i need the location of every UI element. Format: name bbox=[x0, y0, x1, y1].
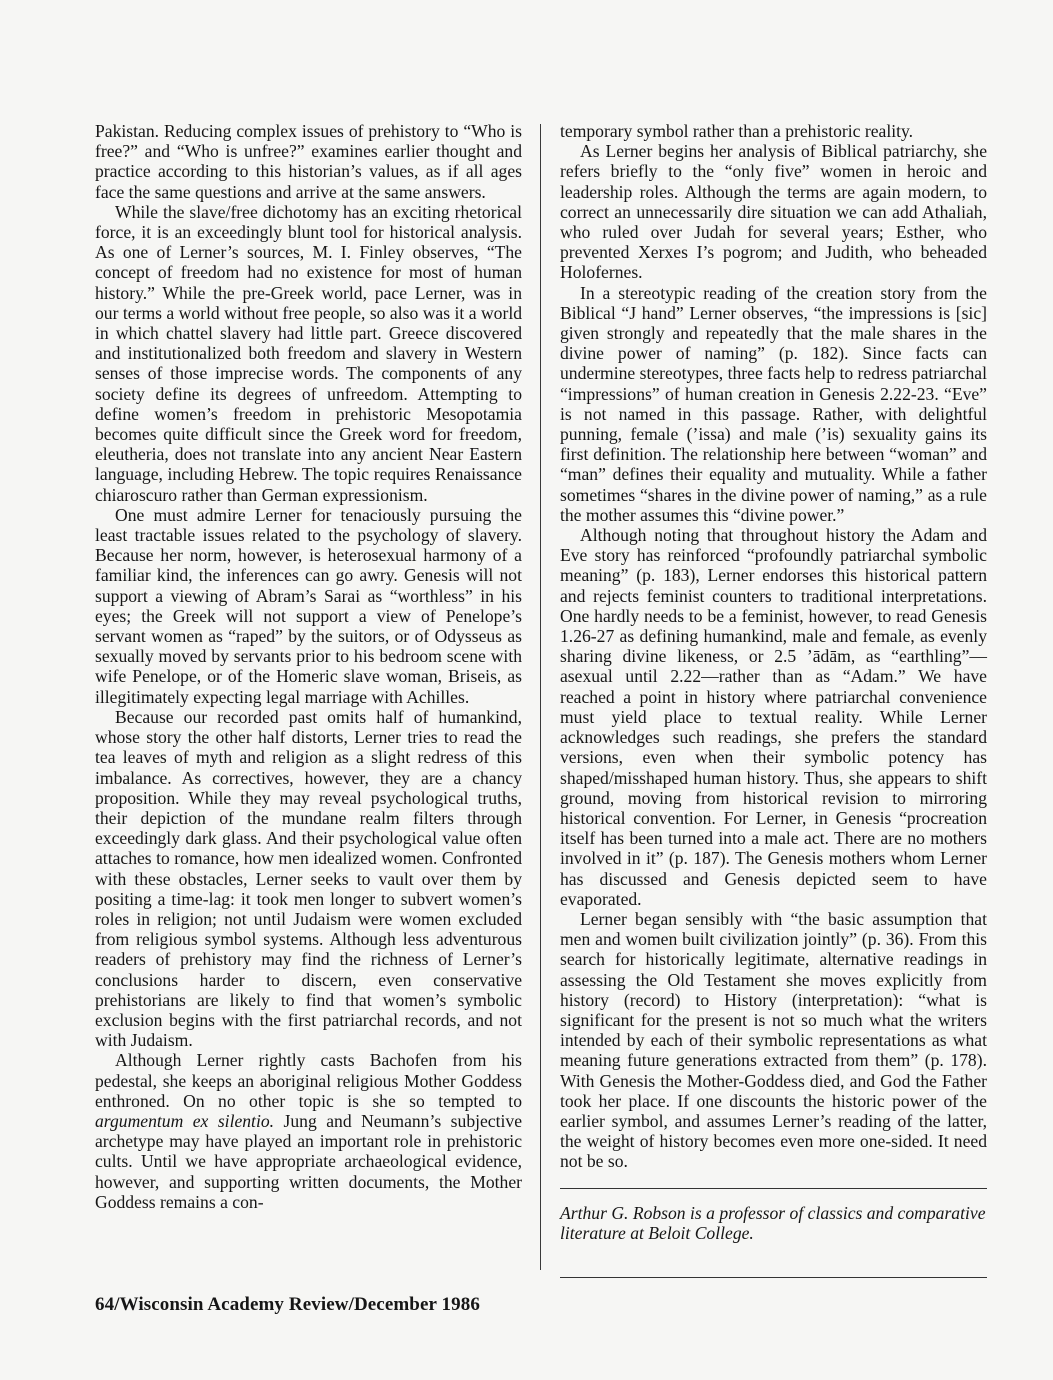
text-run: Jung and Neumann’s subjective archetype may have played an important role in prehistoric cults. Until we have appropriate archaeological evidence, however, and supporting written documents, the Mother Goddess remains a con- bbox=[95, 1110, 523, 1212]
page-footer: 64/Wisconsin Academy Review/December 1986 bbox=[95, 1294, 480, 1315]
paragraph: Although noting that throughout history the Adam and Eve story has reinforced “profoundly patriarchal symbolic meaning” (p. 183), Lerner endorses this historical pattern and rejects feminist counters to traditional interpretations. One hardly needs to be a feminist, however, to read Genesis 1.26-27 as defining humankind, male and female, as evenly sharing divine likeness, or 2.5 ’ādām, as “earthling”—asexual until 2.22—rather than as “Adam.” We have reached a point in history where patriarchal convenience must yield place to textual reality. While Lerner acknowledges such readings, she prefers the standard versions, even when their symbolic potency has shaped/misshaped human history. Thus, she appears to shift ground, moving from historical revision to mirroring historical convention. For Lerner, in Genesis “procreation itself has been turned into a male act. There are no mothers involved in it” (p. 187). The Genesis mothers whom Lerner has discussed and Genesis depicted seem to have evaporated. bbox=[560, 525, 987, 909]
bio-top-rule bbox=[560, 1188, 987, 1189]
paragraph: temporary symbol rather than a prehistoric reality. bbox=[560, 121, 914, 141]
paragraph: In a stereotypic reading of the creation story from the Biblical “J hand” Lerner observes, “the impressions is [sic] given strongly and repeatedly that the male shares in the divine power of naming” (p. 182). Since facts can undermine stereotypes, three facts help to redress patriarchal “impressions” of human creation in Genesis 2.22-23. “Eve” is not named in this passage. Rather, with delightful punning, female (’issa) and male (’is) sexuality gains its first definition. The relationship here between “woman” and “man” defines their equality and mutuality. While a father sometimes “shares in the divine power of naming,” as a rule the mother assumes this “divine power.” bbox=[560, 282, 987, 525]
paragraph bbox=[95, 1050, 522, 1212]
paragraph: Pakistan. Reducing complex issues of prehistory to “Who is free?” and “Who is unfree?” examines earlier thought and practice according to this historian’s values, as if all ages face the same questions and arrive at the same answers. bbox=[95, 121, 522, 202]
paragraph: As Lerner begins her analysis of Biblical patriarchy, she refers briefly to the “only five” women in heroic and leadership roles. Although the terms are again modern, to correct an unnecessarily dire situation we can add Athaliah, who ruled over Judah for several years; Esther, who prevented Xerxes I’s pogrom; and Judith, who beheaded Holofernes. bbox=[560, 141, 987, 283]
text-run: Although Lerner rightly casts Bachofen from his pedestal, she keeps an aboriginal religious Mother Goddess enthroned. On no other topic is she so tempted to bbox=[95, 1050, 522, 1111]
paragraph: Lerner began sensibly with “the basic assumption that men and women built civilization jointly” (p. 36). From this search for historically legitimate, alternative readings in assessing the Old Testament she moves explicitly from history (record) to History (interpretation): “what is significant for the present is not so much what the writers intended by each of their symbolic representations as what meaning future generations extracted from them” (p. 178). With Genesis the Mother-Goddess died, and God the Father took her place. If one discounts the historic power of the earlier symbol, and assumes Lerner’s reading of the latter, the weight of history becomes even more one-sided. It need not be so. bbox=[560, 908, 987, 1172]
paragraph: Because our recorded past omits half of humankind, whose story the other half distorts, Lerner tries to read the tea leaves of myth and religion as a slight redress of this imbalance. As correctives, however, they are a chancy proposition. While they may reveal psychological truths, their depiction of the mundane realm filters through exceedingly dark glass. And their psychological value often attaches to romance, how men idealized women. Confronted with these obstacles, Lerner seeks to vault over them by positing a time-lag: it took men longer to subvert women’s roles in religion; not until Judaism were women excluded from religious symbol systems. Although less adventurous readers of prehistory may find the richness of Lerner’s conclusions harder to discern, even conservative prehistorians are likely to find that women’s symbolic exclusion begins with the first patriarchal records, and not with Judaism. bbox=[95, 706, 522, 1051]
column-divider bbox=[540, 124, 541, 1270]
paragraph: While the slave/free dichotomy has an exciting rhetorical force, it is an exceedingly blunt tool for historical analysis. As one of Lerner’s sources, M. I. Finley observes, “The concept of freedom had no existence for most of human history.” While the pre-Greek world, pace Lerner, was in our terms a world without free people, so also was it a world in which chattel slavery had little part. Greece discovered and institutionalized both freedom and slavery in Western senses of those imprecise words. The components of any society define its degrees of unfreedom. Attempting to define women’s freedom in prehistoric Mesopotamia becomes quite difficult since the Greek word for freedom, eleutheria, does not translate into any ancient Near Eastern language, including Hebrew. The topic requires Renaissance chiaroscuro rather than German expressionism. bbox=[95, 201, 522, 505]
author-bio: Arthur G. Robson is a professor of classics and comparative literature at Beloit College. bbox=[560, 1202, 986, 1243]
right-column bbox=[560, 121, 987, 1278]
left-column bbox=[95, 121, 522, 1212]
bio-bottom-rule bbox=[560, 1277, 987, 1278]
paragraph: One must admire Lerner for tenaciously pursuing the least tractable issues related to the psychology of slavery. Because her norm, however, is heterosexual harmony of a familiar kind, the inferences can go awry. Genesis will not support a viewing of Abram’s Sarai as “worthless” in his eyes; the Greek will not support a view of Penelope’s servant women as “raped” by the suitors, or of Odysseus as sexually moved by servants prior to his bedroom scene with wife Penelope, or of the Homeric slave woman, Briseis, as illegitimately expecting legal marriage with Achilles. bbox=[95, 504, 522, 707]
italic-phrase: argumentum ex silentio. bbox=[95, 1110, 275, 1131]
